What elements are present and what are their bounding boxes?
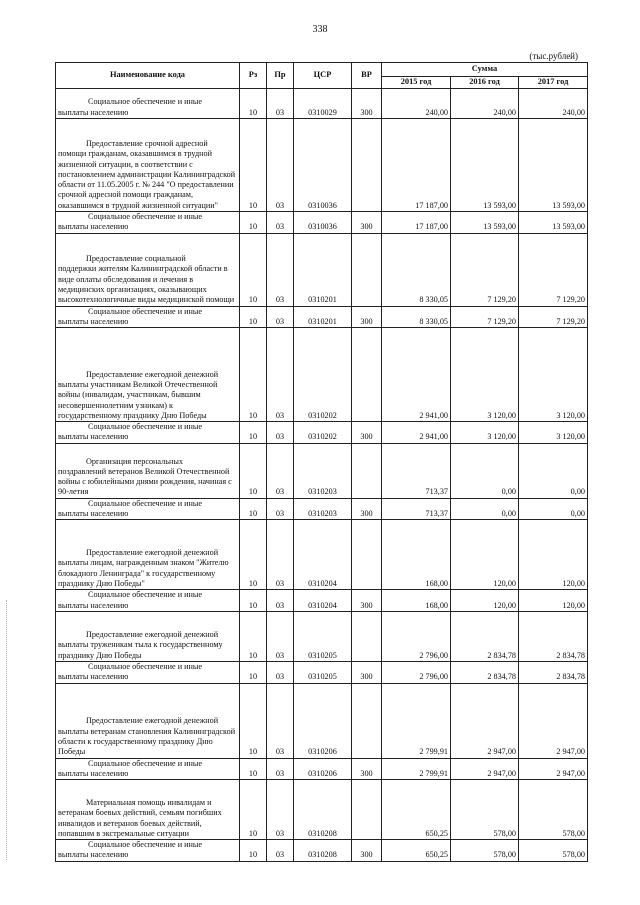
amount-2016: 0,00 [451,498,519,520]
pr-cell: 03 [267,498,294,520]
vr-cell: 300 [352,89,382,119]
row-name-first-line: Предоставление ежегодной денежной [86,716,219,726]
amount-2015: 168,00 [382,520,451,590]
row-name-cell [56,212,240,234]
amount-2015: 2 799,91 [382,758,451,780]
pr-cell: 03 [267,840,294,862]
amount-2015: 650,25 [382,840,451,862]
row-name-cell [56,590,240,612]
amount-2016: 2 834,78 [451,611,519,661]
table-row [56,119,588,212]
amount-2016: 120,00 [451,520,519,590]
amount-2017: 120,00 [519,590,588,612]
amount-2017: 3 120,00 [519,328,588,422]
amount-2016: 120,00 [451,590,519,612]
row-name-rest: выплаты населению [58,509,129,519]
table-row [56,683,588,758]
csr-cell: 0310206 [294,758,352,780]
amount-2017: 2 834,78 [519,611,588,661]
amount-2017: 3 120,00 [519,422,588,444]
amount-2015: 2 941,00 [382,422,451,444]
row-name-rest: выплаты участникам Великой Отечественной войны (инвалидам, участникам, бывшим несовершеннолетним узникам) к государственному празднику Дню Победы [58,380,218,420]
csr-cell: 0310204 [294,520,352,590]
csr-cell: 0310206 [294,683,352,758]
pr-cell: 03 [267,328,294,422]
row-name-cell [56,422,240,444]
row-name-first-line: Социальное обеспечение и иные [88,661,203,671]
units-label: (тыс.рублей) [529,51,578,61]
row-name-rest: выплаты населению [58,600,129,610]
pr-cell: 03 [267,422,294,444]
table-row [56,498,588,520]
row-name-cell [56,89,240,119]
rz-cell: 10 [240,422,267,444]
vr-cell [352,780,382,840]
row-name-first-line: Социальное обеспечение и иные [88,498,203,508]
rz-cell: 10 [240,780,267,840]
csr-cell: 0310029 [294,89,352,119]
amount-2017: 2 947,00 [519,683,588,758]
rz-cell: 10 [240,212,267,234]
vr-cell: 300 [352,498,382,520]
row-name-cell [56,758,240,780]
row-name-first-line: Социальное обеспечение и иные [88,212,203,221]
amount-2017: 2 947,00 [519,758,588,780]
amount-2016: 2 947,00 [451,758,519,780]
amount-2015: 2 796,00 [382,611,451,661]
amount-2015: 8 330,05 [382,233,451,306]
amount-2015: 713,37 [382,443,451,498]
pr-cell: 03 [267,233,294,306]
csr-cell: 0310201 [294,306,352,328]
pr-cell: 03 [267,306,294,328]
row-name-rest: выплаты населению [58,672,129,682]
amount-2016: 578,00 [451,780,519,840]
row-name-cell [56,233,240,306]
row-name-cell [56,611,240,661]
amount-2015: 2 796,00 [382,661,451,683]
amount-2015: 17 187,00 [382,212,451,234]
header-vr: ВР [352,63,382,89]
table-row [56,590,588,612]
amount-2016: 2 834,78 [451,661,519,683]
table-row [56,840,588,862]
pr-cell: 03 [267,590,294,612]
vr-cell: 300 [352,661,382,683]
amount-2017: 13 593,00 [519,119,588,212]
table-row [56,328,588,422]
header-name: Наименование кода [56,63,240,89]
csr-cell: 0310205 [294,661,352,683]
table-body [56,89,588,862]
page-number: 338 [312,24,328,35]
amount-2016: 3 120,00 [451,422,519,444]
rz-cell: 10 [240,443,267,498]
vr-cell [352,611,382,661]
csr-cell: 0310208 [294,840,352,862]
header-pr: Пр [267,63,294,89]
row-name-rest: выплаты населению [58,107,129,117]
row-name-cell [56,661,240,683]
row-name-first-line: Социальное обеспечение и иные [88,422,203,432]
vr-cell: 300 [352,840,382,862]
rz-cell: 10 [240,328,267,422]
amount-2015: 168,00 [382,590,451,612]
csr-cell: 0310203 [294,443,352,498]
pr-cell: 03 [267,758,294,780]
amount-2016: 2 947,00 [451,683,519,758]
header-2016: 2016 год [451,77,519,89]
pr-cell: 03 [267,683,294,758]
rz-cell: 10 [240,611,267,661]
table-row [56,520,588,590]
amount-2015: 713,37 [382,498,451,520]
row-name-cell [56,780,240,840]
row-name-rest: выплаты населению [58,222,129,232]
header-sum: Сумма [382,63,588,77]
vr-cell: 300 [352,422,382,444]
row-name-first-line: Социальное обеспечение и иные [88,97,203,107]
amount-2017: 240,00 [519,89,588,119]
amount-2017: 120,00 [519,520,588,590]
row-name-first-line: Предоставление социальной [86,254,186,264]
rz-cell: 10 [240,520,267,590]
row-name-cell [56,498,240,520]
amount-2016: 0,00 [451,443,519,498]
amount-2016: 3 120,00 [451,328,519,422]
table-row [56,780,588,840]
row-name-first-line: Социальное обеспечение и иные [88,306,203,316]
csr-cell: 0310203 [294,498,352,520]
csr-cell: 0310204 [294,590,352,612]
rz-cell: 10 [240,590,267,612]
amount-2015: 17 187,00 [382,119,451,212]
vr-cell [352,683,382,758]
rz-cell: 10 [240,661,267,683]
row-name-first-line: Организация персональных [86,456,183,466]
header-2015: 2015 год [382,77,451,89]
vr-cell: 300 [352,212,382,234]
amount-2017: 7 129,20 [519,306,588,328]
amount-2017: 7 129,20 [519,233,588,306]
rz-cell: 10 [240,89,267,119]
pr-cell: 03 [267,443,294,498]
row-name-first-line: Социальное обеспечение и иные [88,840,203,850]
table-row [56,661,588,683]
row-name-first-line: Предоставление ежегодной денежной [86,548,219,558]
row-name-rest: ветеранам боевых действий, семьям погибших инвалидов и ветеранов боевых действий, попавшим в экстремальные ситуации [58,808,222,838]
row-name-rest: выплаты лицам, награжденным знаком "Жителю блокадного Ленинграда" к государственному празднику Дню Победы" [58,558,229,589]
header-csr: ЦСР [294,63,352,89]
row-name-cell [56,119,240,212]
row-name-rest: выплаты населению [58,432,129,442]
vr-cell [352,520,382,590]
rz-cell: 10 [240,840,267,862]
csr-cell: 0310201 [294,233,352,306]
pr-cell: 03 [267,661,294,683]
amount-2016: 7 129,20 [451,306,519,328]
row-name-cell [56,443,240,498]
row-name-rest: выплаты населению [58,316,129,326]
scan-edge-marks [6,600,11,860]
row-name-first-line: Предоставление ежегодной денежной [86,630,219,640]
row-name-rest: выплаты населению [58,768,129,778]
table-row [56,89,588,119]
rz-cell: 10 [240,119,267,212]
vr-cell [352,443,382,498]
row-name-rest: помощи гражданам, оказавшимся в трудной жизненной ситуации, в соответствии с постановлением администрации Калининградской области от 11.05.2005 г. № 244 "О предоставлении срочной адресной помощи гражданам, оказавшимся в трудной жизненной ситуации" [58,149,236,210]
csr-cell: 0310205 [294,611,352,661]
rz-cell: 10 [240,233,267,306]
pr-cell: 03 [267,89,294,119]
row-name-rest: выплаты ветеранам становления Калининградской области к государственному празднику Дню Победы [58,726,236,757]
amount-2017: 13 593,00 [519,212,588,234]
vr-cell: 300 [352,590,382,612]
table-row [56,422,588,444]
amount-2017: 578,00 [519,840,588,862]
header-2017: 2017 год [519,77,588,89]
row-name-rest: выплаты труженикам тыла к государственному празднику Дню Победы [58,640,223,660]
row-name-cell [56,520,240,590]
amount-2015: 650,25 [382,780,451,840]
amount-2016: 13 593,00 [451,212,519,234]
row-name-cell [56,840,240,862]
row-name-rest: поддержки жителям Калининградской области в виде оплаты обследования и лечения в медицинских организациях, оказывающих высокотехнологичные виды медицинской помощи [58,264,235,305]
vr-cell [352,119,382,212]
table-row [56,233,588,306]
table-row [56,306,588,328]
rz-cell: 10 [240,683,267,758]
vr-cell: 300 [352,758,382,780]
rz-cell: 10 [240,758,267,780]
row-name-rest: поздравлений ветеранов Великой Отечественной войны с юбилейными днями рождения, начиная с 90-летия [58,466,232,497]
row-name-cell [56,328,240,422]
pr-cell: 03 [267,520,294,590]
table-row [56,212,588,234]
csr-cell: 0310202 [294,328,352,422]
row-name-first-line: Социальное обеспечение и иные [88,590,203,600]
row-name-first-line: Предоставление срочной адресной [86,138,208,148]
amount-2016: 578,00 [451,840,519,862]
csr-cell: 0310036 [294,212,352,234]
row-name-first-line: Социальное обеспечение и иные [88,758,203,768]
csr-cell: 0310036 [294,119,352,212]
pr-cell: 03 [267,119,294,212]
row-name-first-line: Материальная помощь инвалидам и [86,797,212,807]
amount-2017: 578,00 [519,780,588,840]
amount-2015: 2 941,00 [382,328,451,422]
pr-cell: 03 [267,212,294,234]
row-name-cell [56,683,240,758]
amount-2015: 8 330,05 [382,306,451,328]
vr-cell [352,328,382,422]
table-row [56,758,588,780]
pr-cell: 03 [267,780,294,840]
amount-2015: 240,00 [382,89,451,119]
amount-2017: 2 834,78 [519,661,588,683]
rz-cell: 10 [240,306,267,328]
csr-cell: 0310208 [294,780,352,840]
table-row [56,611,588,661]
vr-cell [352,233,382,306]
amount-2015: 2 799,91 [382,683,451,758]
amount-2016: 240,00 [451,89,519,119]
row-name-cell [56,306,240,328]
amount-2016: 7 129,20 [451,233,519,306]
vr-cell: 300 [352,306,382,328]
budget-table [55,62,588,862]
csr-cell: 0310202 [294,422,352,444]
amount-2017: 0,00 [519,443,588,498]
amount-2017: 0,00 [519,498,588,520]
row-name-rest: выплаты населению [58,850,129,860]
header-rz: Рз [240,63,267,89]
row-name-first-line: Предоставление ежегодной денежной [86,369,219,379]
table-row [56,443,588,498]
rz-cell: 10 [240,498,267,520]
pr-cell: 03 [267,611,294,661]
amount-2016: 13 593,00 [451,119,519,212]
